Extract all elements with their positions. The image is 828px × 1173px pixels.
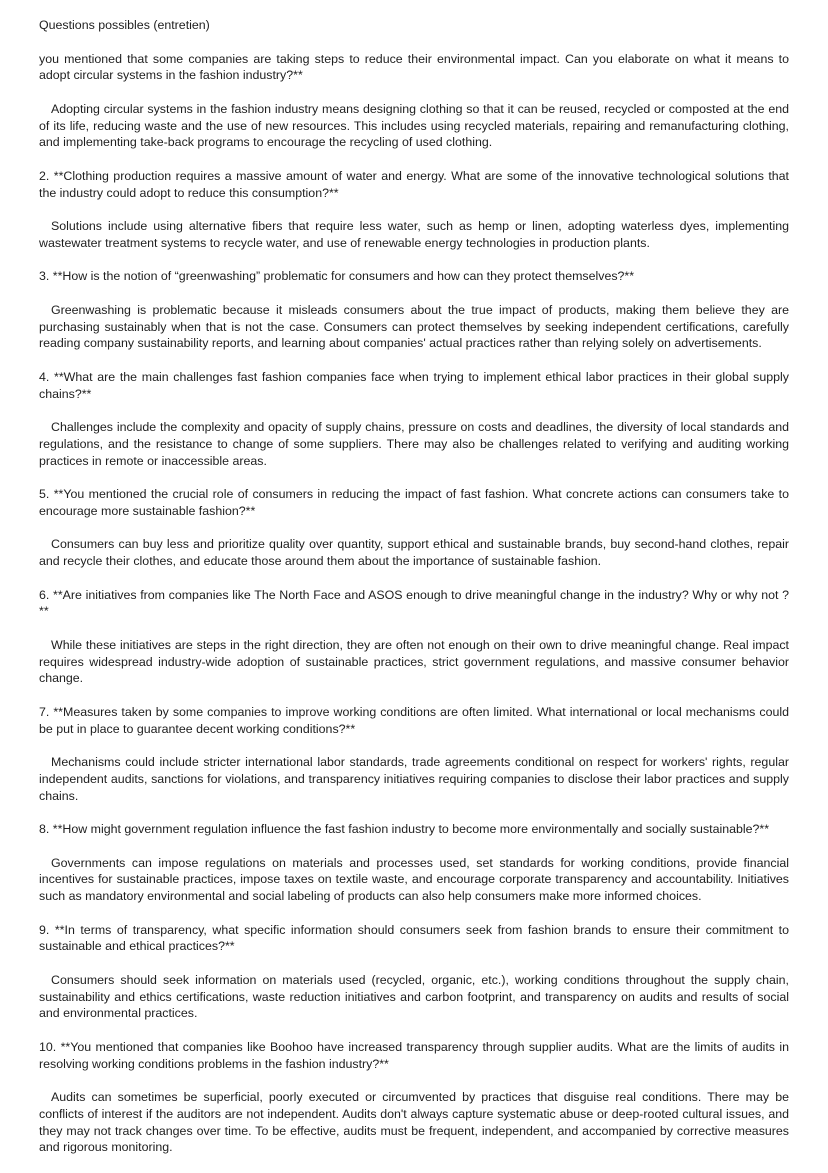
answer-7: Mechanisms could include stricter international labor standards, trade agreements conditional on respect for workers' rights, regular independent audits, sanctions for violations, and transparency initiatives requiring companies to disclose their labor practices and supply chains.	[39, 755, 789, 803]
question-9: 9. **In terms of transparency, what specific information should consumers seek from fashion brands to ensure their commitment to sustainable and ethical practices?**	[39, 922, 789, 954]
question-3: 3. **How is the notion of “greenwashing” problematic for consumers and how can they protect themselves?**	[39, 269, 635, 284]
answer-1: Adopting circular systems in the fashion industry means designing clothing so that it can be reused, recycled or composted at the end of its life, reducing waste and the use of new resources. This includes using recycled materials, repairing and remanufacturing clothing, and implementing take-back programs to encourage the recycling of used clothing.	[39, 101, 789, 150]
question-4: 4. **What are the main challenges fast fashion companies face when trying to implement ethical labor practices in their global supply chains?**	[39, 369, 789, 401]
answer-5: Consumers can buy less and prioritize quality over quantity, support ethical and sustainable brands, buy second-hand clothes, repair and recycle their clothes, and educate those around them about the importance of sustainable fashion.	[39, 537, 789, 568]
question-1: you mentioned that some companies are taking steps to reduce their environmental impact. Can you elaborate on what it means to adopt circular systems in the fashion industry?**	[39, 51, 789, 83]
question-7: 7. **Measures taken by some companies to improve working conditions are often limited. What international or local mechanisms could be put in place to guarantee decent working conditions?**	[39, 704, 789, 736]
answer-10: Audits can sometimes be superficial, poorly executed or circumvented by practices that disguise real conditions. There may be conflicts of interest if the auditors are not independent. Audits don't always capture systematic abuse or deep-rooted cultural issues, and they may not track changes over time. To be effective, audits must be frequent, independent, and accompanied by corrective measures and rigorous monitoring.	[39, 1090, 789, 1155]
answer-3: Greenwashing is problematic because it misleads consumers about the true impact of products, making them believe they are purchasing sustainably when that is not the case. Consumers can protect themselves by seeking independent certifications, carefully reading company sustainability reports, and learning about companies' actual practices rather than relying solely on advertisements.	[39, 302, 789, 351]
question-5: 5. **You mentioned the crucial role of consumers in reducing the impact of fast fashion. What concrete actions can consumers take to encourage more sustainable fashion?**	[39, 487, 789, 518]
question-6: 6. **Are initiatives from companies like The North Face and ASOS enough to drive meaningful change in the industry? Why or why not ?**	[39, 587, 789, 619]
answer-9: Consumers should seek information on materials used (recycled, organic, etc.), working conditions throughout the supply chain, sustainability and ethics certifications, waste reduction initiatives and carbon footprint, and transparency on audits and results of social and environmental practices.	[39, 972, 789, 1021]
document-page	[39, 17, 789, 1173]
question-10: 10. **You mentioned that companies like Boohoo have increased transparency through supplier audits. What are the limits of audits in resolving working conditions problems in the fashion industry?**	[39, 1039, 789, 1071]
answer-6: While these initiatives are steps in the right direction, they are often not enough on their own to drive meaningful change. Real impact requires widespread industry-wide adoption of sustainable practices, strict government regulations, and massive consumer behavior change.	[39, 637, 789, 686]
answer-2: Solutions include using alternative fibers that require less water, such as hemp or linen, adopting waterless dyes, implementing wastewater treatment systems to recycle water, and use of renewable energy technologies in production plants.	[39, 219, 789, 250]
question-8: 8. **How might government regulation influence the fast fashion industry to become more environmentally and socially sustainable?**	[39, 822, 770, 836]
document-title: Questions possibles (entretien)	[39, 18, 210, 32]
answer-4: Challenges include the complexity and opacity of supply chains, pressure on costs and deadlines, the diversity of local standards and regulations, and the resistance to change of some suppliers. There may also be challenges related to verifying and auditing working practices in remote or inaccessible areas.	[39, 420, 789, 468]
qa-list	[39, 51, 789, 1157]
question-2: 2. **Clothing production requires a massive amount of water and energy. What are some of the innovative technological solutions that the industry could adopt to reduce this consumption?**	[39, 168, 789, 200]
answer-8: Governments can impose regulations on materials and processes used, set standards for working conditions, provide financial incentives for sustainable practices, impose taxes on textile waste, and encourage corporate transparency and accountability. Initiatives such as mandatory environmental and social labeling of products can also help consumers make more informed choices.	[39, 855, 789, 903]
